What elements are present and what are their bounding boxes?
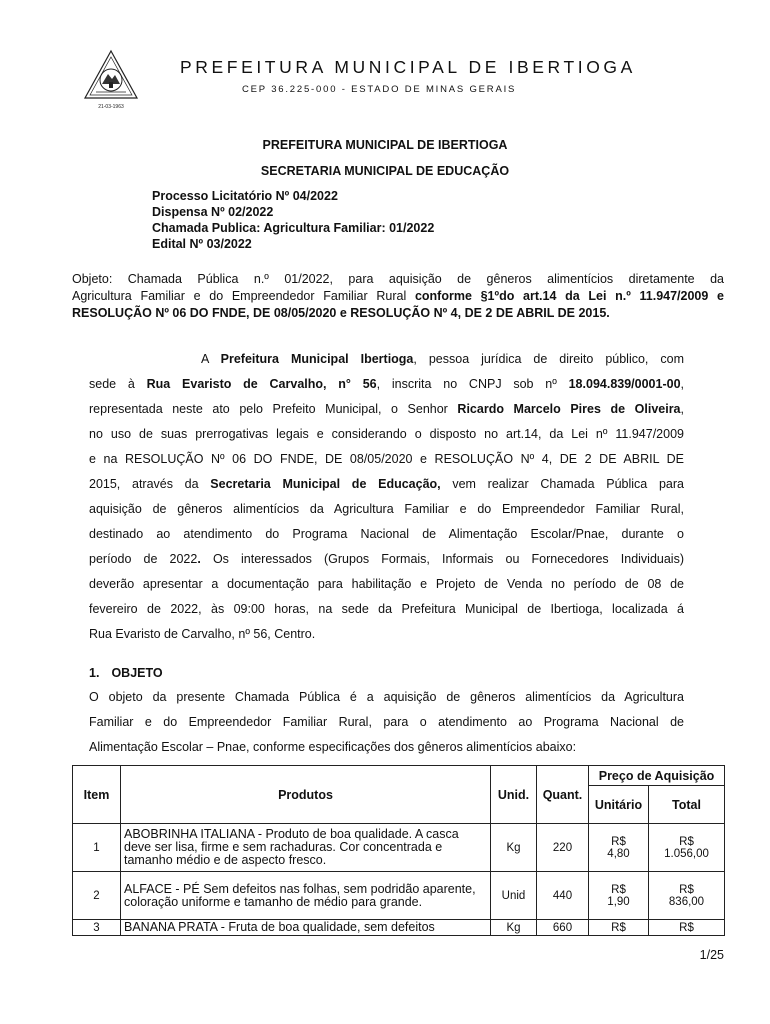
- row-quant: 220: [537, 824, 589, 872]
- row-unitario: R$: [589, 920, 649, 936]
- paragraph-line: fevereiro de 2022, às 09:00 horas, na sede da Prefeitura Municipal de Ibertioga, localizada á: [89, 602, 684, 616]
- paragraph-line: destinado ao atendimento do Programa Nacional de Alimentação Escolar/Pnae, durante o: [89, 527, 684, 541]
- letterhead-title: PREFEITURA MUNICIPAL DE IBERTIOGA: [180, 57, 636, 77]
- row-quant: 660: [537, 920, 589, 936]
- heading-prefeitura: PREFEITURA MUNICIPAL DE IBERTIOGA: [262, 138, 508, 152]
- header-unid: Unid.: [491, 766, 537, 824]
- row-produto: BANANA PRATA - Fruta de boa qualidade, sem defeitos: [121, 920, 491, 936]
- paragraph-line: representada neste ato pelo Prefeito Municipal, o Senhor Ricardo Marcelo Pires de Oliveira,: [89, 402, 684, 416]
- paragraph-line: A Prefeitura Municipal Ibertioga, pessoa jurídica de direito público, com: [201, 352, 685, 366]
- objeto-line: Agricultura Familiar e do Empreendedor Familiar Rural conforme §1ºdo art.14 da Lei n.º 11.947/2009 e: [72, 289, 724, 303]
- paragraph-line: Familiar e do Empreendedor Familiar Rural, para o atendimento ao Programa Nacional de: [89, 715, 684, 729]
- row-total: R$ 836,00: [649, 872, 725, 920]
- municipal-crest-logo: [82, 48, 140, 112]
- table-row: [73, 872, 725, 920]
- table-row: [73, 920, 725, 936]
- row-total: R$: [649, 920, 725, 936]
- page-number: 1/25: [699, 948, 724, 962]
- process-number: Processo Licitatório Nº 04/2022: [152, 189, 338, 203]
- svg-text:21-03-1963: 21-03-1963: [98, 104, 124, 110]
- row-unitario: R$ 4,80: [589, 824, 649, 872]
- header-preco-aquisicao: Preço de Aquisição: [589, 766, 725, 786]
- row-produto: ABOBRINHA ITALIANA - Produto de boa qualidade. A casca deve ser lisa, firme e sem rachaduras. Cor concentrada e tamanho médio e de aspecto fresco.: [121, 824, 491, 872]
- paragraph-line: O objeto da presente Chamada Pública é a aquisição de gêneros alimentícios da Agricultura: [89, 690, 684, 704]
- row-quant: 440: [537, 872, 589, 920]
- table-row: [73, 824, 725, 872]
- paragraph-line: e na RESOLUÇÃO Nº 06 DO FNDE, DE 08/05/2020 e RESOLUÇÃO Nº 4, DE 2 DE ABRIL DE: [89, 452, 684, 466]
- objeto-line: Objeto: Chamada Pública n.º 01/2022, para aquisição de gêneros alimentícios diretamente da: [72, 272, 724, 286]
- row-unid: Kg: [491, 920, 537, 936]
- products-table: [72, 765, 725, 936]
- row-unitario: R$ 1,90: [589, 872, 649, 920]
- row-item: 2: [73, 872, 121, 920]
- heading-secretaria: SECRETARIA MUNICIPAL DE EDUCAÇÃO: [260, 164, 510, 178]
- objeto-intro: [72, 271, 724, 322]
- objeto-line: RESOLUÇÃO Nº 06 DO FNDE, DE 08/05/2020 e RESOLUÇÃO Nº 4, DE 2 DE ABRIL DE 2015.: [72, 306, 610, 320]
- paragraph-line: deverão apresentar a documentação para habilitação e Projeto de Venda no período de 08 de: [89, 577, 684, 591]
- row-produto: ALFACE - PÉ Sem defeitos nas folhas, sem podridão aparente, coloração uniforme e tamanho de médio para grande.: [121, 872, 491, 920]
- edital-number: Edital Nº 03/2022: [152, 237, 252, 251]
- paragraph-line: sede à Rua Evaristo de Carvalho, n° 56, inscrita no CNPJ sob nº 18.094.839/0001-00,: [89, 377, 685, 391]
- section-objeto-text: [89, 688, 684, 758]
- chamada-publica-number: Chamada Publica: Agricultura Familiar: 01/2022: [152, 221, 435, 235]
- header-total: Total: [649, 786, 725, 824]
- paragraph-line: aquisição de gêneros alimentícios da Agricultura Familiar e do Empreendedor Familiar Rural,: [89, 502, 684, 516]
- header-unitario: Unitário: [589, 786, 649, 824]
- header-quant: Quant.: [537, 766, 589, 824]
- dispensa-number: Dispensa Nº 02/2022: [152, 205, 274, 219]
- row-total: R$ 1.056,00: [649, 824, 725, 872]
- paragraph-line: período de 2022. Os interessados (Grupos Formais, Informais ou Fornecedores Individuais): [89, 552, 684, 566]
- paragraph-line: Alimentação Escolar – Pnae, conforme especificações dos gêneros alimentícios abaixo:: [89, 740, 577, 754]
- intro-paragraph: [89, 347, 684, 647]
- row-unid: Unid: [491, 872, 537, 920]
- table-header-row: [73, 766, 725, 786]
- paragraph-line: Rua Evaristo de Carvalho, nº 56, Centro.: [89, 627, 316, 641]
- letterhead-subtitle: CEP 36.225-000 - ESTADO DE MINAS GERAIS: [242, 84, 517, 95]
- paragraph-line: 2015, através da Secretaria Municipal de Educação, vem realizar Chamada Pública para: [89, 477, 684, 491]
- row-item: 1: [73, 824, 121, 872]
- row-unid: Kg: [491, 824, 537, 872]
- row-item: 3: [73, 920, 121, 936]
- header-produtos: Produtos: [121, 766, 491, 824]
- paragraph-line: no uso de suas prerrogativas legais e considerando o disposto no art.14, da Lei nº 11.947/2009: [89, 427, 684, 441]
- section-heading-objeto: 1. OBJETO: [89, 666, 163, 680]
- header-item: Item: [73, 766, 121, 824]
